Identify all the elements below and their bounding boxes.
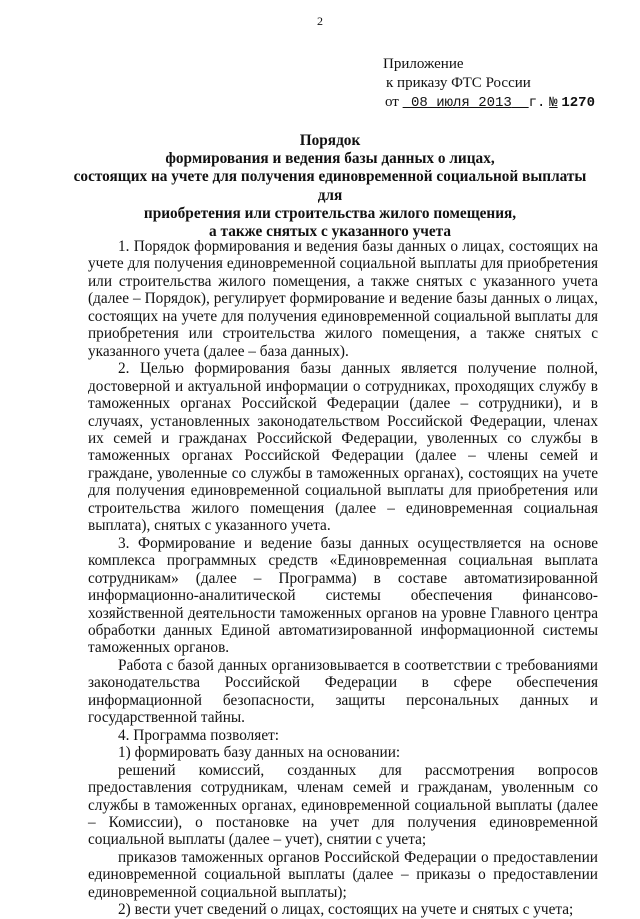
title-line: приобретения или строительства жилого помещения,	[143, 204, 517, 222]
title-line: состоящих на учете для получения единовременной социальной выплаты для	[73, 168, 587, 204]
paragraph: Работа с базой данных организовывается в соответствии с требованиями законодательства Российской Федерации в сфере обеспечения информационной безопасности, защиты персональных данных и государственной тайны.	[88, 656, 598, 727]
year-suffix: г.	[528, 95, 546, 111]
appendix-label: Приложение	[383, 56, 464, 72]
paragraph: 2) вести учет сведений о лицах, состоящих на учете и снятых с учета;	[118, 901, 574, 919]
order-date: 08 июля 2013	[411, 95, 512, 111]
appendix-order-ref: к приказу ФТС России	[386, 75, 531, 91]
order-number: 1270	[561, 95, 595, 111]
paragraph: 4. Программа позволяет:	[118, 726, 280, 744]
title-line: Порядок	[299, 132, 361, 149]
paragraph: решений комиссий, созданных для рассмотрения вопросов предоставления сотрудникам, членам семей и гражданам, уволенным со службы в таможенных органах, единовременной социальной выплаты (далее – Комиссии), о постановке на учет для получения единовременной социальной выплаты (далее – учет), снятии с учета;	[88, 761, 598, 849]
document-body	[88, 238, 598, 919]
appendix-date-line	[383, 93, 595, 113]
appendix-header	[383, 55, 595, 113]
paragraph: приказов таможенных органов Российской Федерации о предоставлении единовременной социальной выплаты (далее – приказы о предоставлении единовременной социальной выплаты);	[88, 848, 598, 901]
paragraph: 3. Формирование и ведение базы данных осуществляется на основе комплекса программных средств «Единовременная социальная выплата сотрудникам» (далее – Программа) в составе автоматизированной информационно-аналитической системы обеспечения финансово-хозяйственной деятельности таможенных органов на уровне Главного центра обработки данных Единой автоматизированной информационной системы таможенных органов.	[88, 534, 598, 657]
from-label: от	[385, 94, 399, 110]
paragraph: 2. Целью формирования базы данных является получение полной, достоверной и актуальной информации о сотрудниках, проходящих службу в таможенных органах Российской Федерации (далее – сотрудники), и в случаях, установленных законодательством Российской Федерации, членах их семей и гражданах Российской Федерации, уволенных со службы в таможенных органах Российской Федерации (далее – члены семей и граждане, уволенные со службы в таможенных органах), состоящих на учете для получения единовременной социальной выплаты для приобретения или строительства жилого помещения (далее – единовременная социальная выплата), снятых с указанного учета.	[88, 360, 598, 535]
number-label: №	[549, 95, 558, 111]
title-line: формирования и ведения базы данных о лицах,	[165, 150, 495, 168]
paragraph: 1. Порядок формирования и ведения базы данных о лицах, состоящих на учете для получения единовременной социальной выплаты для приобретения или строительства жилого помещения, а также снятых с указанного учета (далее – Порядок), регулирует формирование и ведение базы данных о лицах, состоящих на учете для получения единовременной социальной выплаты для приобретения или строительства жилого помещения, а также снятых с указанного учета (далее – база данных).	[88, 238, 598, 360]
page-number: 2	[317, 14, 323, 28]
paragraph: 1) формировать базу данных на основании:	[118, 744, 401, 762]
title-line: а также снятых с указанного учета	[209, 223, 451, 241]
document-title	[60, 132, 600, 241]
